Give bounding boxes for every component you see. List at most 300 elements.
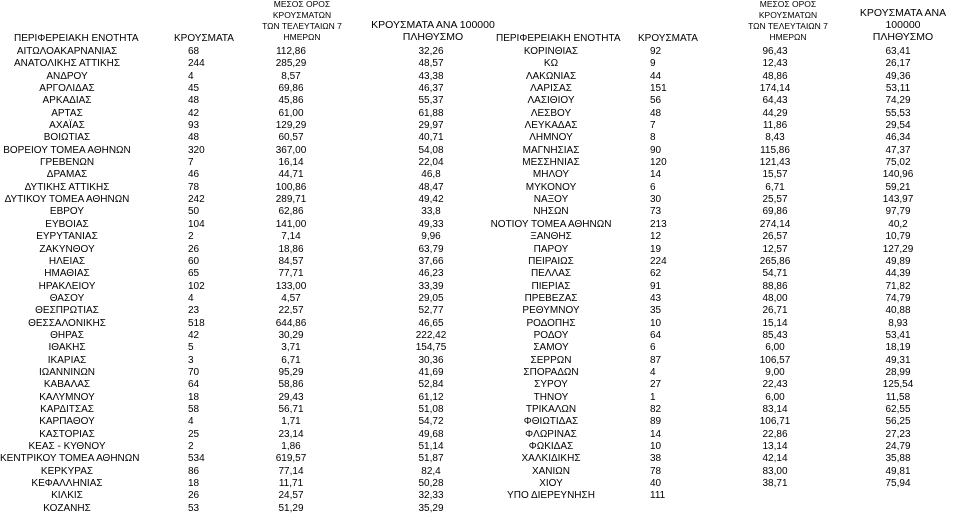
avg-7day-value: 15,14 bbox=[762, 317, 788, 329]
cases-value: 10 bbox=[650, 441, 662, 452]
region-name: ΔΥΤΙΚΗΣ ΑΤΤΙΚΗΣ bbox=[24, 181, 110, 193]
cases-value: 27 bbox=[650, 379, 662, 391]
avg-7day-value: 61,00 bbox=[278, 107, 304, 119]
per-100k-value: 35,29 bbox=[418, 502, 444, 514]
per-100k-value: 140,96 bbox=[882, 169, 914, 181]
table-row bbox=[0, 231, 960, 243]
cases-value: 58 bbox=[188, 403, 200, 415]
cases-value: 92 bbox=[650, 46, 662, 57]
cases-value: 87 bbox=[650, 354, 662, 366]
avg-7day-value: 18,86 bbox=[278, 243, 304, 255]
avg-7day-value: 133,00 bbox=[275, 280, 307, 292]
per-100k-value: 55,53 bbox=[885, 107, 911, 119]
cases-value: 78 bbox=[650, 465, 662, 477]
per-100k-value: 143,97 bbox=[882, 194, 914, 206]
avg-7day-value: 54,71 bbox=[762, 268, 788, 280]
cases-value: 78 bbox=[188, 181, 200, 193]
region-name: ΗΡΑΚΛΕΙΟΥ bbox=[38, 280, 96, 292]
region-name: ΚΑΡΔΙΤΣΑΣ bbox=[40, 403, 94, 415]
cases-value: 2 bbox=[188, 441, 194, 452]
cases-value: 2 bbox=[188, 231, 194, 243]
header-cases-right: ΚΡΟΥΣΜΑΤΑ bbox=[638, 33, 698, 44]
header-per100k-line2: ΠΛΗΘΥΣΜΟ bbox=[872, 31, 934, 43]
cases-value: 151 bbox=[650, 83, 667, 95]
per-100k-value: 43,38 bbox=[418, 70, 444, 82]
region-name: ΠΕΛΛΑΣ bbox=[530, 268, 572, 280]
table-row bbox=[0, 194, 960, 206]
cases-value: 65 bbox=[188, 268, 200, 280]
region-name: ΕΥΡΥΤΑΝΙΑΣ bbox=[36, 231, 98, 243]
region-name: ΘΗΡΑΣ bbox=[50, 329, 84, 341]
region-name: ΛΕΥΚΑΔΑΣ bbox=[524, 120, 578, 132]
per-100k-value: 40,88 bbox=[885, 305, 911, 317]
header-region-right: ΠΕΡΙΦΕΡΕΙΑΚΗ ΕΝΟΤΗΤΑ bbox=[496, 33, 621, 44]
per-100k-value: 53,41 bbox=[885, 329, 911, 341]
cases-value: 12 bbox=[650, 231, 662, 243]
cases-value: 7 bbox=[188, 157, 194, 169]
region-name: ΣΑΜΟΥ bbox=[533, 342, 569, 354]
header-avg-line2: ΤΩΝ ΤΕΛΕΥΤΑΙΩΝ 7 ΗΜΕΡΩΝ bbox=[262, 21, 342, 42]
cases-value: 62 bbox=[650, 268, 662, 280]
per-100k-value: 11,58 bbox=[885, 391, 911, 403]
region-name: ΙΚΑΡΙΑΣ bbox=[47, 354, 87, 366]
cases-value: 45 bbox=[188, 83, 200, 95]
avg-7day-value: 64,43 bbox=[762, 95, 788, 107]
per-100k-value: 9,96 bbox=[421, 231, 441, 243]
table-row bbox=[0, 441, 960, 453]
table-row bbox=[0, 293, 960, 305]
cases-value: 18 bbox=[188, 478, 200, 490]
avg-7day-value: 44,29 bbox=[762, 107, 788, 119]
table-row bbox=[0, 169, 960, 181]
per-100k-value: 56,25 bbox=[885, 416, 911, 428]
per-100k-value: 24,79 bbox=[885, 441, 911, 452]
per-100k-value: 29,05 bbox=[418, 292, 444, 304]
region-name: ΖΑΚΥΝΘΟΥ bbox=[39, 243, 95, 255]
table-row bbox=[0, 305, 960, 317]
avg-7day-value: 23,14 bbox=[278, 428, 304, 440]
per-100k-value: 61,88 bbox=[418, 107, 444, 119]
cases-value: 104 bbox=[188, 218, 205, 230]
cases-value: 244 bbox=[188, 58, 205, 70]
header-avg-right bbox=[732, 0, 844, 43]
avg-7day-value: 48,86 bbox=[762, 70, 788, 82]
table-row bbox=[0, 256, 960, 268]
table-row bbox=[0, 453, 960, 465]
table-header bbox=[0, 0, 960, 46]
region-name: ΝΗΣΩΝ bbox=[533, 206, 569, 218]
avg-7day-value: 83,00 bbox=[762, 465, 788, 477]
avg-7day-value: 112,86 bbox=[276, 46, 306, 57]
region-name: ΚΕΑΣ - ΚΥΘΝΟΥ bbox=[28, 441, 106, 452]
table-row bbox=[0, 503, 960, 515]
avg-7day-value: 6,71 bbox=[765, 181, 785, 193]
avg-7day-value: 289,71 bbox=[275, 194, 307, 206]
region-name: ΞΑΝΘΗΣ bbox=[530, 231, 572, 243]
avg-7day-value: 88,86 bbox=[762, 280, 788, 292]
cases-value: 320 bbox=[188, 144, 205, 156]
avg-7day-value: 96,43 bbox=[762, 46, 788, 57]
per-100k-value: 82,4 bbox=[421, 465, 441, 477]
avg-7day-value: 56,71 bbox=[278, 403, 304, 415]
region-name: ΙΘΑΚΗΣ bbox=[48, 342, 86, 354]
cases-value: 35 bbox=[650, 305, 662, 317]
cases-value: 25 bbox=[188, 428, 200, 440]
region-name: ΚΕΝΤΡΙΚΟΥ ΤΟΜΕΑ ΑΘΗΝΩΝ bbox=[0, 453, 140, 465]
per-100k-value: 48,57 bbox=[418, 58, 444, 70]
table-row bbox=[0, 206, 960, 218]
per-100k-value: 75,02 bbox=[885, 157, 911, 169]
region-name: ΣΠΟΡΑΔΩΝ bbox=[523, 366, 579, 378]
per-100k-value: 222,42 bbox=[415, 329, 447, 341]
region-name: ΚΟΖΑΝΗΣ bbox=[43, 502, 91, 514]
header-cases-left: ΚΡΟΥΣΜΑΤΑ bbox=[174, 33, 234, 44]
per-100k-value: 29,97 bbox=[418, 120, 444, 132]
header-per100k-line1: ΚΡΟΥΣΜΑΤΑ ΑΝΑ 100000 bbox=[371, 19, 495, 31]
per-100k-value: 37,66 bbox=[418, 255, 444, 267]
region-name: ΑΡΤΑΣ bbox=[51, 107, 83, 119]
table-body bbox=[0, 46, 960, 515]
avg-7day-value: 25,57 bbox=[762, 194, 788, 206]
cases-value: 53 bbox=[188, 502, 200, 514]
table-row bbox=[0, 95, 960, 107]
region-name: ΧΑΝΙΩΝ bbox=[531, 465, 571, 477]
avg-7day-value: 60,57 bbox=[278, 132, 304, 144]
table-row bbox=[0, 330, 960, 342]
per-100k-value: 125,54 bbox=[882, 379, 914, 391]
cases-value: 44 bbox=[650, 70, 662, 82]
per-100k-value: 63,79 bbox=[418, 243, 444, 255]
cases-value: 46 bbox=[188, 169, 200, 181]
table-row bbox=[0, 219, 960, 231]
region-name: ΕΥΒΟΙΑΣ bbox=[45, 218, 89, 230]
avg-7day-value: 4,57 bbox=[281, 292, 301, 304]
avg-7day-value: 83,14 bbox=[762, 403, 788, 415]
region-name: ΗΛΕΙΑΣ bbox=[48, 255, 86, 267]
avg-7day-value: 22,86 bbox=[762, 428, 788, 440]
region-name: ΑΝΑΤΟΛΙΚΗΣ ΑΤΤΙΚΗΣ bbox=[13, 58, 121, 70]
region-name: ΘΑΣΟΥ bbox=[49, 292, 85, 304]
avg-7day-value: 1,86 bbox=[281, 441, 301, 452]
region-name: ΚΕΡΚΥΡΑΣ bbox=[40, 465, 94, 477]
region-name: ΚΑΛΥΜΝΟΥ bbox=[39, 391, 95, 403]
cases-value: 93 bbox=[188, 120, 200, 132]
per-100k-value: 8,93 bbox=[888, 317, 908, 329]
avg-7day-value: 77,14 bbox=[278, 465, 304, 477]
per-100k-value: 46,23 bbox=[418, 268, 444, 280]
table-row bbox=[0, 342, 960, 354]
per-100k-value: 97,79 bbox=[885, 206, 911, 218]
avg-7day-value: 24,57 bbox=[278, 490, 304, 502]
region-name: ΜΗΛΟΥ bbox=[532, 169, 570, 181]
region-name: ΤΡΙΚΑΛΩΝ bbox=[525, 403, 577, 415]
region-name: ΘΕΣΣΑΛΟΝΙΚΗΣ bbox=[28, 317, 106, 329]
cases-value: 4 bbox=[188, 70, 194, 82]
cases-value: 82 bbox=[650, 403, 662, 415]
per-100k-value: 55,37 bbox=[418, 95, 444, 107]
cases-value: 9 bbox=[650, 58, 656, 70]
table-row bbox=[0, 268, 960, 280]
avg-7day-value: 7,14 bbox=[281, 231, 301, 243]
avg-7day-value: 85,43 bbox=[762, 329, 788, 341]
table-row bbox=[0, 466, 960, 478]
table-row bbox=[0, 429, 960, 441]
cases-value: 43 bbox=[650, 292, 662, 304]
per-100k-value: 54,72 bbox=[418, 416, 444, 428]
avg-7day-value: 48,00 bbox=[762, 292, 788, 304]
region-name: ΚΙΛΚΙΣ bbox=[51, 490, 83, 502]
avg-7day-value: 285,29 bbox=[275, 58, 307, 70]
avg-7day-value: 51,29 bbox=[278, 502, 304, 514]
per-100k-value: 10,79 bbox=[885, 231, 911, 243]
region-name: ΛΑΚΩΝΙΑΣ bbox=[525, 70, 577, 82]
cases-value: 90 bbox=[650, 144, 662, 156]
region-name: ΑΡΚΑΔΙΑΣ bbox=[42, 95, 92, 107]
cases-value: 48 bbox=[650, 107, 662, 119]
table-row bbox=[0, 108, 960, 120]
per-100k-value: 35,88 bbox=[885, 453, 911, 465]
avg-7day-value: 26,57 bbox=[762, 231, 788, 243]
cases-value: 68 bbox=[188, 46, 200, 57]
avg-7day-value: 8,43 bbox=[765, 132, 785, 144]
per-100k-value: 46,65 bbox=[418, 317, 444, 329]
avg-7day-value: 121,43 bbox=[759, 157, 791, 169]
table-row bbox=[0, 83, 960, 95]
region-name: ΜΥΚΟΝΟΥ bbox=[525, 181, 577, 193]
per-100k-value: 32,33 bbox=[418, 490, 444, 502]
cases-value: 4 bbox=[188, 416, 194, 428]
header-avg-left bbox=[246, 0, 358, 43]
avg-7day-value: 6,00 bbox=[765, 391, 785, 403]
avg-7day-value: 100,86 bbox=[275, 181, 307, 193]
region-name: ΡΟΔΟΥ bbox=[533, 329, 569, 341]
cases-value: 56 bbox=[650, 95, 662, 107]
avg-7day-value: 644,86 bbox=[275, 317, 307, 329]
region-name: ΚΑΒΑΛΑΣ bbox=[43, 379, 91, 391]
region-name: ΒΟΙΩΤΙΑΣ bbox=[43, 132, 91, 144]
avg-7day-value: 16,14 bbox=[278, 157, 304, 169]
per-100k-value: 49,36 bbox=[885, 70, 911, 82]
per-100k-value: 154,75 bbox=[415, 342, 447, 354]
table-row bbox=[0, 244, 960, 256]
avg-7day-value: 141,00 bbox=[275, 218, 307, 230]
avg-7day-value: 45,86 bbox=[278, 95, 304, 107]
avg-7day-value: 8,57 bbox=[281, 70, 301, 82]
header-avg-line2: ΤΩΝ ΤΕΛΕΥΤΑΙΩΝ 7 ΗΜΕΡΩΝ bbox=[748, 21, 828, 42]
per-100k-value: 49,89 bbox=[885, 255, 911, 267]
per-100k-value: 40,2 bbox=[888, 218, 908, 230]
region-name: ΚΟΡΙΝΘΙΑΣ bbox=[523, 46, 579, 57]
per-100k-value: 41,69 bbox=[418, 366, 444, 378]
region-name: ΤΗΝΟΥ bbox=[533, 391, 569, 403]
per-100k-value: 61,12 bbox=[418, 391, 444, 403]
cases-value: 70 bbox=[188, 366, 200, 378]
avg-7day-value: 274,14 bbox=[759, 218, 791, 230]
per-100k-value: 50,28 bbox=[418, 478, 444, 490]
region-name: ΛΑΣΙΘΙΟΥ bbox=[527, 95, 575, 107]
cases-value: 42 bbox=[188, 107, 200, 119]
header-per100k-line1: ΚΡΟΥΣΜΑΤΑ ΑΝΑ 100000 bbox=[859, 7, 947, 31]
per-100k-value: 22,04 bbox=[418, 157, 444, 169]
avg-7day-value: 12,57 bbox=[762, 243, 788, 255]
per-100k-value: 62,55 bbox=[885, 403, 911, 415]
region-name: ΧΙΟΥ bbox=[539, 478, 563, 490]
cases-value: 518 bbox=[188, 317, 205, 329]
cases-value: 534 bbox=[188, 453, 205, 465]
per-100k-value: 54,08 bbox=[418, 144, 444, 156]
avg-7day-value: 58,86 bbox=[278, 379, 304, 391]
avg-7day-value: 42,14 bbox=[762, 453, 788, 465]
region-name: ΓΡΕΒΕΝΩΝ bbox=[39, 157, 95, 169]
table-row bbox=[0, 120, 960, 132]
region-name: ΡΕΘΥΜΝΟΥ bbox=[522, 305, 580, 317]
avg-7day-value: 115,86 bbox=[760, 144, 790, 156]
per-100k-value: 74,79 bbox=[885, 292, 911, 304]
table-row bbox=[0, 132, 960, 144]
avg-7day-value: 77,71 bbox=[278, 268, 304, 280]
region-name: ΛΑΡΙΣΑΣ bbox=[530, 83, 572, 95]
cases-value: 60 bbox=[188, 255, 200, 267]
avg-7day-value: 44,71 bbox=[278, 169, 304, 181]
region-name: ΜΕΣΣΗΝΙΑΣ bbox=[522, 157, 580, 169]
region-name: ΦΩΚΙΔΑΣ bbox=[528, 441, 574, 452]
table-row bbox=[0, 58, 960, 70]
header-avg-line1: ΜΕΣΟΣ ΟΡΟΣ ΚΡΟΥΣΜΑΤΩΝ bbox=[272, 0, 332, 20]
region-name: ΡΟΔΟΠΗΣ bbox=[526, 317, 576, 329]
region-name: ΚΩ bbox=[543, 58, 559, 70]
table-row bbox=[0, 379, 960, 391]
avg-7day-value: 29,43 bbox=[278, 391, 304, 403]
region-name: ΚΕΦΑΛΛΗΝΙΑΣ bbox=[31, 478, 103, 490]
region-name: ΣΕΡΡΩΝ bbox=[530, 354, 572, 366]
avg-7day-value: 15,57 bbox=[762, 169, 788, 181]
table-row bbox=[0, 490, 960, 502]
avg-7day-value: 62,86 bbox=[278, 206, 304, 218]
table-row bbox=[0, 145, 960, 157]
avg-7day-value: 69,86 bbox=[762, 206, 788, 218]
header-per100k-right bbox=[846, 7, 960, 43]
region-name: ΘΕΣΠΡΩΤΙΑΣ bbox=[35, 305, 99, 317]
avg-7day-value: 6,00 bbox=[765, 342, 785, 354]
cases-value: 14 bbox=[650, 169, 662, 181]
table-row bbox=[0, 404, 960, 416]
per-100k-value: 28,99 bbox=[885, 366, 911, 378]
per-100k-value: 18,19 bbox=[885, 342, 911, 354]
per-100k-value: 127,29 bbox=[882, 243, 914, 255]
per-100k-value: 52,84 bbox=[418, 379, 444, 391]
region-name: ΥΠΟ ΔΙΕΡΕΥΝΗΣΗ bbox=[507, 490, 595, 502]
cases-value: 48 bbox=[188, 132, 200, 144]
avg-7day-value: 22,43 bbox=[762, 379, 788, 391]
region-name: ΣΥΡΟΥ bbox=[534, 379, 568, 391]
per-100k-value: 32,26 bbox=[418, 46, 444, 57]
cases-value: 26 bbox=[188, 490, 200, 502]
avg-7day-value: 174,14 bbox=[759, 83, 791, 95]
cases-value: 38 bbox=[650, 453, 662, 465]
cases-value: 19 bbox=[650, 243, 662, 255]
cases-value: 42 bbox=[188, 329, 200, 341]
cases-value: 6 bbox=[650, 181, 656, 193]
region-name: ΠΡΕΒΕΖΑΣ bbox=[524, 292, 578, 304]
cases-value: 14 bbox=[650, 428, 662, 440]
cases-value: 18 bbox=[188, 391, 200, 403]
cases-value: 120 bbox=[650, 157, 667, 169]
cases-value: 23 bbox=[188, 305, 200, 317]
region-name: ΗΜΑΘΙΑΣ bbox=[44, 268, 90, 280]
avg-7day-value: 1,71 bbox=[281, 416, 301, 428]
per-100k-value: 30,36 bbox=[418, 354, 444, 366]
per-100k-value: 33,8 bbox=[421, 206, 441, 218]
cases-value: 4 bbox=[188, 292, 194, 304]
cases-value: 86 bbox=[188, 465, 200, 477]
region-name: ΠΕΙΡΑΙΩΣ bbox=[528, 255, 574, 267]
region-name: ΑΝΔΡΟΥ bbox=[46, 70, 88, 82]
per-100k-value: 44,39 bbox=[885, 268, 911, 280]
table-row bbox=[0, 46, 960, 58]
region-name: ΠΙΕΡΙΑΣ bbox=[531, 280, 571, 292]
cases-value: 64 bbox=[188, 379, 200, 391]
cases-value: 8 bbox=[650, 132, 656, 144]
table-row bbox=[0, 416, 960, 428]
table-row bbox=[0, 355, 960, 367]
region-name: ΚΑΣΤΟΡΙΑΣ bbox=[39, 428, 95, 440]
cases-value: 64 bbox=[650, 329, 662, 341]
region-name: ΑΡΓΟΛΙΔΑΣ bbox=[39, 83, 95, 95]
header-per100k-left bbox=[370, 19, 496, 43]
cases-value: 50 bbox=[188, 206, 200, 218]
per-100k-value: 29,54 bbox=[885, 120, 911, 132]
header-avg-line1: ΜΕΣΟΣ ΟΡΟΣ ΚΡΟΥΣΜΑΤΩΝ bbox=[758, 0, 818, 20]
table-row bbox=[0, 281, 960, 293]
avg-7day-value: 95,29 bbox=[278, 366, 304, 378]
cases-value: 73 bbox=[650, 206, 662, 218]
region-name: ΑΙΤΩΛΟΑΚΑΡΝΑΝΙΑΣ bbox=[16, 46, 118, 57]
table-row bbox=[0, 318, 960, 330]
region-name: ΝΑΞΟΥ bbox=[533, 194, 569, 206]
avg-7day-value: 12,43 bbox=[762, 58, 788, 70]
region-name: ΦΘΙΩΤΙΔΑΣ bbox=[523, 416, 579, 428]
table-row bbox=[0, 367, 960, 379]
per-100k-value: 49,81 bbox=[885, 465, 911, 477]
avg-7day-value: 11,86 bbox=[762, 120, 788, 132]
per-100k-value: 40,71 bbox=[418, 132, 444, 144]
per-100k-value: 51,87 bbox=[418, 453, 444, 465]
cases-value: 3 bbox=[188, 354, 194, 366]
per-100k-value: 51,08 bbox=[418, 403, 444, 415]
cases-value: 242 bbox=[188, 194, 205, 206]
avg-7day-value: 367,00 bbox=[275, 144, 307, 156]
cases-value: 213 bbox=[650, 218, 667, 230]
per-100k-value: 48,47 bbox=[418, 181, 444, 193]
avg-7day-value: 84,57 bbox=[278, 255, 304, 267]
cases-value: 40 bbox=[650, 478, 662, 490]
per-100k-value: 49,33 bbox=[418, 218, 444, 230]
avg-7day-value: 3,71 bbox=[281, 342, 301, 354]
cases-value: 4 bbox=[650, 366, 656, 378]
avg-7day-value: 11,71 bbox=[278, 478, 304, 490]
cases-value: 6 bbox=[650, 342, 656, 354]
per-100k-value: 26,17 bbox=[885, 58, 911, 70]
per-100k-value: 46,8 bbox=[421, 169, 441, 181]
region-name: ΝΟΤΙΟΥ ΤΟΜΕΑ ΑΘΗΝΩΝ bbox=[490, 218, 612, 230]
per-100k-value: 27,23 bbox=[885, 428, 911, 440]
per-100k-value: 74,29 bbox=[885, 95, 911, 107]
region-name: ΑΧΑΪΑΣ bbox=[49, 120, 85, 132]
per-100k-value: 75,94 bbox=[885, 478, 911, 490]
per-100k-value: 49,42 bbox=[418, 194, 444, 206]
cases-value: 5 bbox=[188, 342, 194, 354]
region-name: ΔΡΑΜΑΣ bbox=[46, 169, 88, 181]
